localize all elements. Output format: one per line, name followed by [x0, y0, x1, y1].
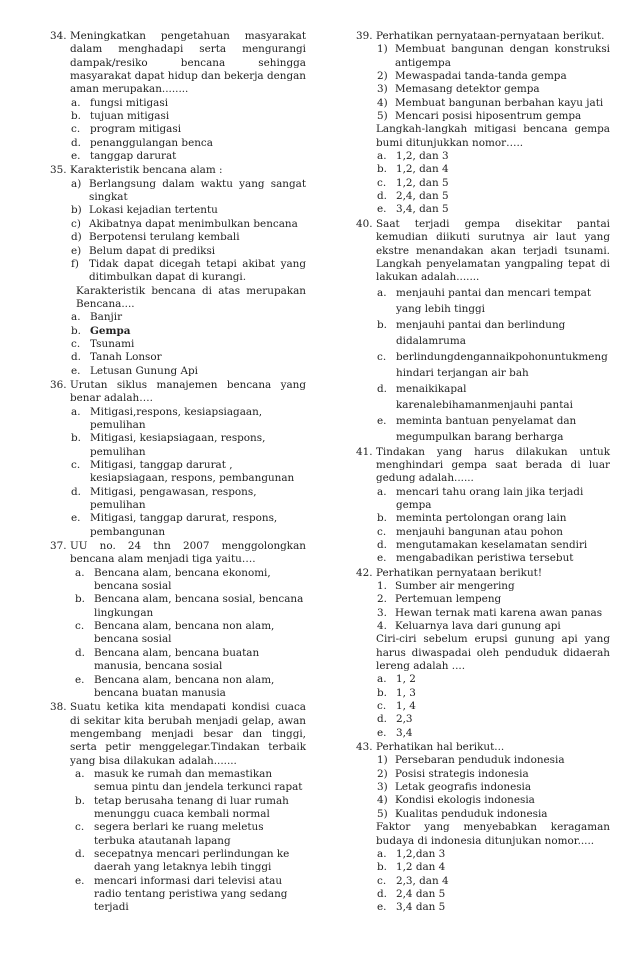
- option-b[interactable]: b. Mitigasi, kesiapsiagaan, respons, pemulihan: [71, 432, 266, 458]
- option-a[interactable]: a. 1,2, dan 3: [377, 150, 449, 163]
- question-text: Saat terjadi gempa disekitar pantai kemudian diikuti surutnya air laut yang ekstre menandakan akan terjadi tsunami. Langkah penyelamatan yangpaling tepat di lakukan adalah.......: [376, 217, 610, 284]
- option-c[interactable]: c. segera berlari ke ruang meletus terbuka atautanah lapang: [75, 821, 264, 847]
- option-e[interactable]: e. mencari informasi dari televisi atau radio tentang peristiwa yang sedang terjadi: [75, 874, 288, 914]
- option-a[interactable]: a. 1,2,dan 3: [377, 847, 446, 860]
- option-d[interactable]: d. menaikikapal karenalebihamanmenjauhi pantai: [377, 382, 573, 411]
- option-c[interactable]: c. berlindungdengannaikpohonuntukmeng hindari terjangan air bah: [377, 350, 608, 379]
- question-number: 40.: [356, 217, 373, 230]
- question-39: [356, 30, 610, 217]
- option-e[interactable]: e. 3,4: [377, 726, 413, 739]
- option-b[interactable]: b. menjauhi pantai dan berlindung didalamruma: [377, 318, 566, 347]
- question-text: Tindakan yang harus dilakukan untuk menghindari gempa saat berada di luar gedung adalah......: [376, 445, 610, 485]
- list-item: 1) Membuat bangunan dengan konstruksi antigempa: [377, 43, 610, 69]
- question-text: Perhatikan pernyataan berikut!: [376, 566, 543, 579]
- question-note: Karakteristik bencana di atas merupakan Bencana....: [76, 284, 306, 310]
- option-c[interactable]: c. program mitigasi: [71, 123, 182, 136]
- question-number: 36.: [50, 378, 67, 391]
- option-d[interactable]: d. penanggulangan benca: [71, 136, 213, 149]
- question-41: [356, 446, 610, 566]
- option-a[interactable]: a. menjauhi pantai dan mencari tempat yang lebih tinggi: [377, 286, 591, 315]
- list-item: e) Belum dapat di prediksi: [71, 244, 216, 257]
- question-38: [50, 701, 306, 915]
- right-column: [356, 30, 610, 916]
- question-text: Suatu ketika kita mendapati kondisi cuaca di sekitar kita berubah menjadi gelap, awan mengembang menjadi besar dan tinggi, serta petir menggelegar.Tindakan terbaik yang bisa dilakukan adalah.......: [70, 701, 306, 767]
- option-a[interactable]: a. 1, 2: [377, 673, 416, 686]
- question-42: [356, 567, 610, 740]
- question-number: 37.: [50, 540, 67, 553]
- option-a[interactable]: a. masuk ke rumah dan memastikan semua pintu dan jendela terkunci rapat: [75, 767, 303, 794]
- option-b[interactable]: b. Gempa: [71, 324, 131, 337]
- option-c[interactable]: c. Tsunami: [71, 337, 135, 350]
- option-b[interactable]: b. 1,2, dan 4: [377, 163, 449, 176]
- option-c[interactable]: c. Mitigasi, tanggap darurat , kesiapsiagaan, respons, pembangunan: [71, 459, 295, 485]
- question-number: 43.: [356, 741, 373, 754]
- question-text: Perhatikan pernyataan-pernyataan berikut.: [376, 30, 605, 42]
- option-b[interactable]: b. 1,2 dan 4: [377, 861, 446, 874]
- option-e[interactable]: e. tanggap darurat: [71, 150, 177, 163]
- list-item: 4) Membuat bangunan berbahan kayu jati: [377, 96, 604, 109]
- option-d[interactable]: d. 2,4 dan 5: [377, 887, 446, 900]
- option-b[interactable]: b. 1, 3: [377, 686, 416, 699]
- list-item: 5) Mencari posisi hiposentrum gempa: [377, 110, 582, 123]
- question-text: Urutan siklus manajemen bencana yang benar adalah….: [70, 378, 306, 405]
- option-d[interactable]: d. secepatnya mencari perlindungan ke daerah yang letaknya lebih tinggi: [75, 847, 290, 874]
- question-number: 34.: [50, 30, 67, 42]
- option-d[interactable]: d. mengutamakan keselamatan sendiri: [377, 538, 588, 551]
- option-c[interactable]: c. 1,2, dan 5: [377, 176, 449, 189]
- list-item: 2) Posisi strategis indonesia: [377, 767, 529, 780]
- list-item: b) Lokasi kejadian tertentu: [71, 204, 218, 217]
- option-b[interactable]: b. tujuan mitigasi: [71, 110, 170, 123]
- option-d[interactable]: d. Mitigasi, pengawasan, respons, pemulihan: [71, 485, 257, 512]
- list-item: 3) Letak geografis indonesia: [377, 781, 532, 794]
- question-34: [50, 30, 306, 163]
- list-item: 3. Hewan ternak mati karena awan panas: [377, 606, 603, 619]
- option-e[interactable]: e. Mitigasi, tanggap darurat, respons, pembangunan: [71, 512, 278, 538]
- option-b[interactable]: b. tetap berusaha tenang di luar rumah menunggu cuaca kembali normal: [75, 794, 289, 820]
- question-40: [356, 218, 610, 445]
- question-text: UU no. 24 thn 2007 menggolongkan bencana alam menjadi tiga yaitu….: [70, 540, 306, 566]
- question-text: Perhatikan hal berikut...: [376, 741, 505, 754]
- option-e[interactable]: e. meminta bantuan penyelamat dan megumpulkan barang berharga: [377, 414, 577, 443]
- question-36: [50, 379, 306, 539]
- question-number: 38.: [50, 701, 67, 714]
- option-e[interactable]: e. Bencana alam, bencana non alam, bencana buatan manusia: [75, 673, 275, 699]
- list-item: 3) Memasang detektor gempa: [377, 83, 540, 96]
- option-d[interactable]: d. Tanah Lonsor: [71, 351, 162, 364]
- option-b[interactable]: b. Bencana alam, bencana sosial, bencana lingkungan: [75, 593, 304, 619]
- question-text: Meningkatkan pengetahuan masyarakat dalam menghadapi serta mengurangi dampak/resiko bencana sehingga masyarakat dapat hidup dan bekerja dengan aman merupakan........: [70, 30, 306, 96]
- list-item: c) Akibatnya dapat menimbulkan bencana: [71, 217, 298, 230]
- list-item: 1) Persebaran penduduk indonesia: [377, 754, 565, 767]
- option-a[interactable]: a. mencari tahu orang lain jika terjadi gempa: [377, 485, 584, 511]
- question-number: 41.: [356, 445, 373, 458]
- question-note: Ciri-ciri sebelum erupsi gunung api yang harus diwaspadai oleh penduduk didaerah lereng adalah ....: [376, 633, 610, 673]
- question-note: Faktor yang menyebabkan keragaman budaya di indonesia ditunjukan nomor.....: [376, 821, 610, 847]
- option-d[interactable]: d. Bencana alam, bencana buatan manusia, bencana sosial: [75, 646, 260, 673]
- left-column: [50, 30, 306, 916]
- option-b[interactable]: b. meminta pertolongan orang lain: [377, 512, 567, 525]
- option-c[interactable]: c. 2,3, dan 4: [377, 874, 449, 887]
- question-number: 42.: [356, 566, 373, 579]
- option-e[interactable]: e. mengabadikan peristiwa tersebut: [377, 552, 574, 565]
- option-c[interactable]: c. 1, 4: [377, 700, 416, 713]
- option-a[interactable]: a. Banjir: [71, 311, 123, 324]
- question-37: [50, 540, 306, 700]
- option-d[interactable]: d. 2,4, dan 5: [377, 190, 449, 203]
- question-35: [50, 164, 306, 378]
- list-item: 1. Sumber air mengering: [377, 579, 515, 592]
- option-c[interactable]: c. Bencana alam, bencana non alam, bencana sosial: [75, 620, 275, 646]
- option-a[interactable]: a. Bencana alam, bencana ekonomi, bencana sosial: [75, 566, 271, 593]
- question-number: 35.: [50, 164, 67, 177]
- list-item: 2. Pertemuan lempeng: [377, 593, 502, 606]
- question-number: 39.: [356, 30, 373, 42]
- option-e[interactable]: e. Letusan Gunung Api: [71, 364, 198, 377]
- question-note: Langkah-langkah mitigasi bencana gempa bumi ditunjukkan nomor…..: [376, 123, 610, 149]
- option-e[interactable]: e. 3,4, dan 5: [377, 203, 449, 216]
- list-item: 2) Mewaspadai tanda-tanda gempa: [377, 70, 567, 83]
- list-item: 4) Kondisi ekologis indonesia: [377, 794, 535, 807]
- list-item: f) Tidak dapat dicegah tetapi akibat yang ditimbulkan dapat di kurangi.: [71, 257, 306, 284]
- list-item: 4. Keluarnya lava dari gunung api: [377, 620, 561, 632]
- list-item: 5) Kualitas penduduk indonesia: [377, 807, 548, 820]
- question-43: [356, 741, 610, 914]
- list-item: a) Berlangsung dalam waktu yang sangat singkat: [71, 177, 306, 204]
- option-a[interactable]: a. fungsi mitigasi: [71, 96, 169, 109]
- option-d[interactable]: d. 2,3: [377, 713, 413, 726]
- option-c[interactable]: c. menjauhi bangunan atau pohon: [377, 525, 563, 538]
- option-e[interactable]: e. 3,4 dan 5: [377, 901, 446, 914]
- option-a[interactable]: a. Mitigasi,respons, kesiapsiagaan, pemulihan: [71, 405, 263, 431]
- list-item: d) Berpotensi terulang kembali: [71, 231, 240, 244]
- question-text: Karakteristik bencana alam :: [70, 164, 223, 177]
